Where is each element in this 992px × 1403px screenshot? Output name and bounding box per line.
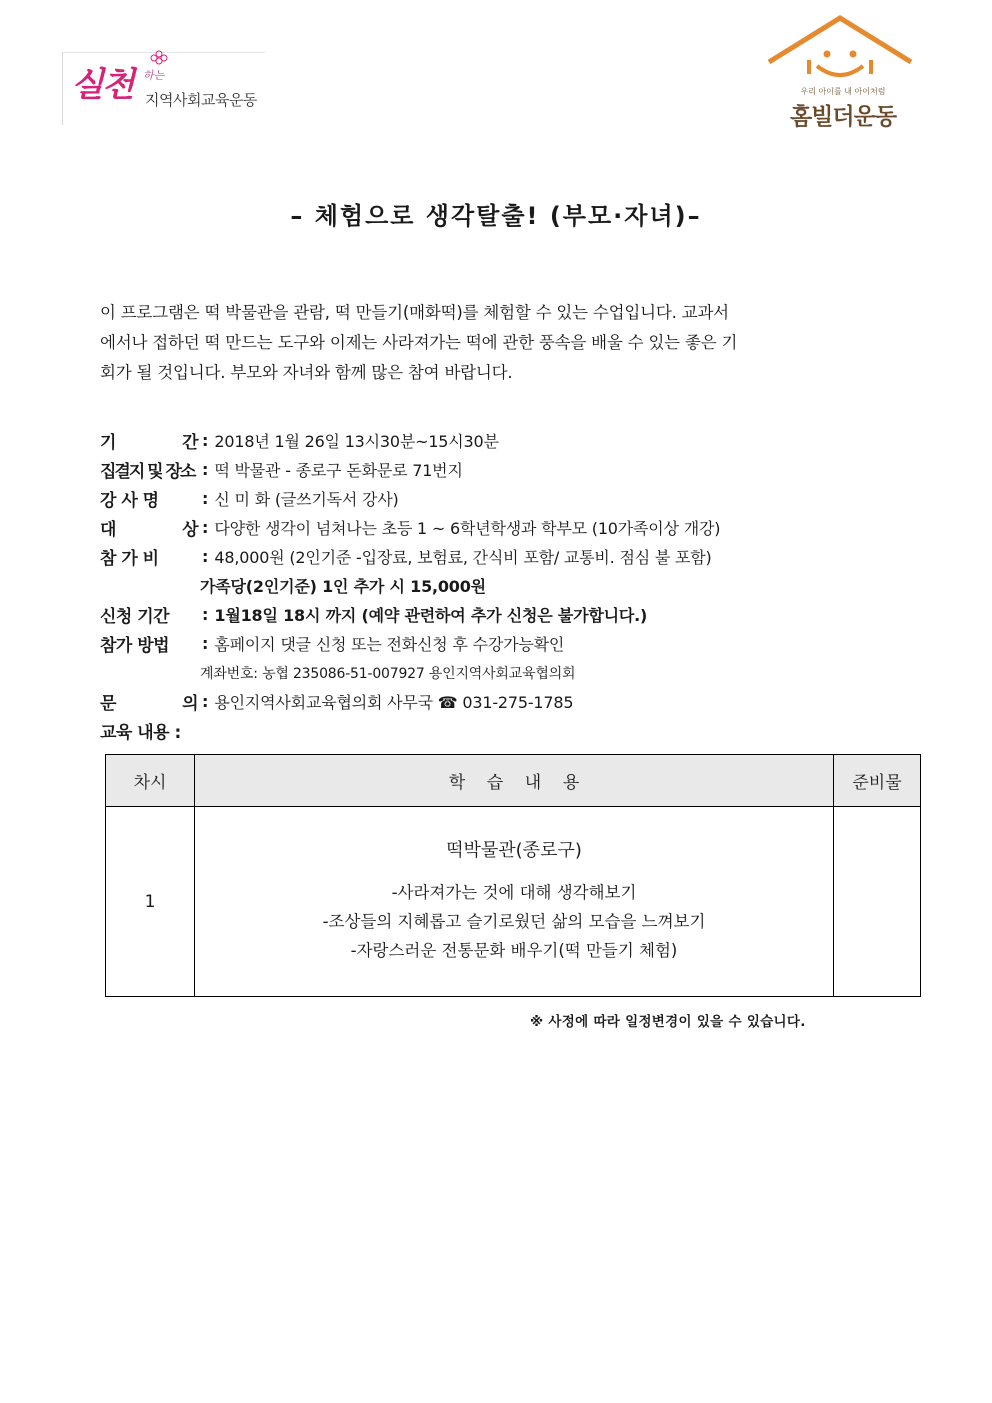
colon: : — [202, 489, 209, 508]
logo-small-text: 하는 — [143, 69, 165, 82]
table-header: 준비물 — [834, 755, 921, 807]
logo-silcheon — [62, 52, 265, 125]
label-part: 기 — [100, 433, 116, 453]
info-instructor — [100, 484, 399, 513]
flower-icon — [149, 49, 169, 67]
curriculum-table — [105, 754, 921, 997]
table-header: 차시 — [106, 755, 195, 807]
label-part: 문 — [100, 694, 116, 714]
materials-cell — [834, 807, 921, 997]
table-header-row — [106, 755, 921, 807]
info-apply-method — [100, 629, 564, 658]
logo-script-text: 실천 — [71, 65, 133, 105]
content-cell — [195, 807, 834, 997]
table-header: 학 습 내 용 — [195, 755, 834, 807]
info-period — [100, 426, 499, 455]
house-smile-icon — [765, 14, 915, 89]
info-account — [200, 658, 575, 687]
colon: : — [202, 634, 209, 653]
info-label: 신청 기간 — [100, 607, 170, 627]
colon: : — [202, 518, 209, 537]
logo-org-name: 지역사회교육운동 — [145, 91, 257, 109]
info-meeting — [100, 455, 463, 484]
info-value: 48,000원 (2인기준 -입장료, 보험료, 간식비 포함/ 교통비. 점심 불 포함) — [214, 548, 712, 567]
colon: : — [202, 692, 209, 711]
colon: : — [202, 460, 209, 479]
page-title: – 체험으로 생각탈출! (부모·자녀)– — [290, 202, 702, 230]
info-label — [100, 428, 198, 453]
info-label: 참 가 비 — [100, 549, 159, 569]
content-line: -조상들의 지혜롭고 슬기로웠던 삶의 모습을 느껴보기 — [322, 912, 706, 931]
colon: : — [202, 547, 209, 566]
intro-paragraph — [100, 298, 900, 388]
info-label — [100, 689, 198, 714]
info-label: 강 사 명 — [100, 491, 159, 511]
info-value: 신 미 화 (글쓰기독서 강사) — [214, 490, 399, 509]
logo-homebuilder — [765, 14, 915, 129]
content-line: -사라져가는 것에 대해 생각해보기 — [391, 883, 637, 902]
intro-line: 회가 될 것입니다. 부모와 자녀와 함께 많은 참여 바랍니다. — [100, 363, 513, 382]
info-label: 참가 방법 — [100, 636, 170, 656]
schedule-note: ※ 사정에 따라 일정변경이 있을 수 있습니다. — [530, 1014, 806, 1030]
info-value: 다양한 생각이 넘쳐나는 초등 1 ~ 6학년학생과 학부모 (10가족이상 개강) — [214, 519, 721, 538]
info-value: 2018년 1월 26일 13시30분~15시30분 — [214, 432, 499, 451]
table-row — [106, 807, 921, 997]
info-value: 용인지역사회교육협의회 사무국 ☎ 031-275-1785 — [214, 693, 574, 712]
info-fee-extra — [200, 571, 486, 600]
label-part: 간 — [182, 433, 198, 453]
info-inquiry — [100, 687, 573, 716]
label-part: 의 — [182, 694, 198, 714]
logo-tagline: 우리 아이를 내 아이처럼 — [800, 87, 886, 96]
info-value: 1월18일 18시 까지 (예약 관련하여 추가 신청은 불가합니다.) — [214, 606, 648, 625]
info-value: 가족당(2인기준) 1인 추가 시 15,000원 — [200, 577, 486, 596]
intro-line: 에서나 접하던 떡 만드는 도구와 이제는 사라져가는 떡에 관한 풍속을 배울 수 있는 좋은 기 — [100, 333, 738, 352]
content-line: -자랑스러운 전통문화 배우기(떡 만들기 체험) — [350, 941, 678, 960]
session-cell: 1 — [106, 807, 195, 997]
info-content-label — [100, 716, 181, 745]
info-label — [100, 515, 198, 540]
label-part: 상 — [182, 520, 198, 540]
info-label: 집결지 및 장소 — [100, 462, 195, 482]
colon: : — [202, 431, 209, 450]
info-apply-period — [100, 600, 647, 629]
content-title: 떡박물관(종로구) — [446, 840, 582, 861]
label-part: 대 — [100, 520, 116, 540]
logo-brand-name: 홈빌더운동 — [789, 104, 897, 130]
intro-line: 이 프로그램은 떡 박물관을 관람, 떡 만들기(매화떡)를 체험할 수 있는 수업입니다. 교과서 — [100, 303, 729, 322]
info-label: 교육 내용 : — [100, 723, 181, 743]
colon: : — [202, 605, 209, 624]
info-value: 계좌번호: 농협 235086-51-007927 용인지역사회교육협의회 — [200, 665, 576, 682]
info-value: 홈페이지 댓글 신청 또는 전화신청 후 수강가능확인 — [214, 635, 565, 654]
info-fee — [100, 542, 712, 571]
info-target — [100, 513, 720, 542]
info-value: 떡 박물관 - 종로구 돈화문로 71번지 — [214, 461, 463, 480]
